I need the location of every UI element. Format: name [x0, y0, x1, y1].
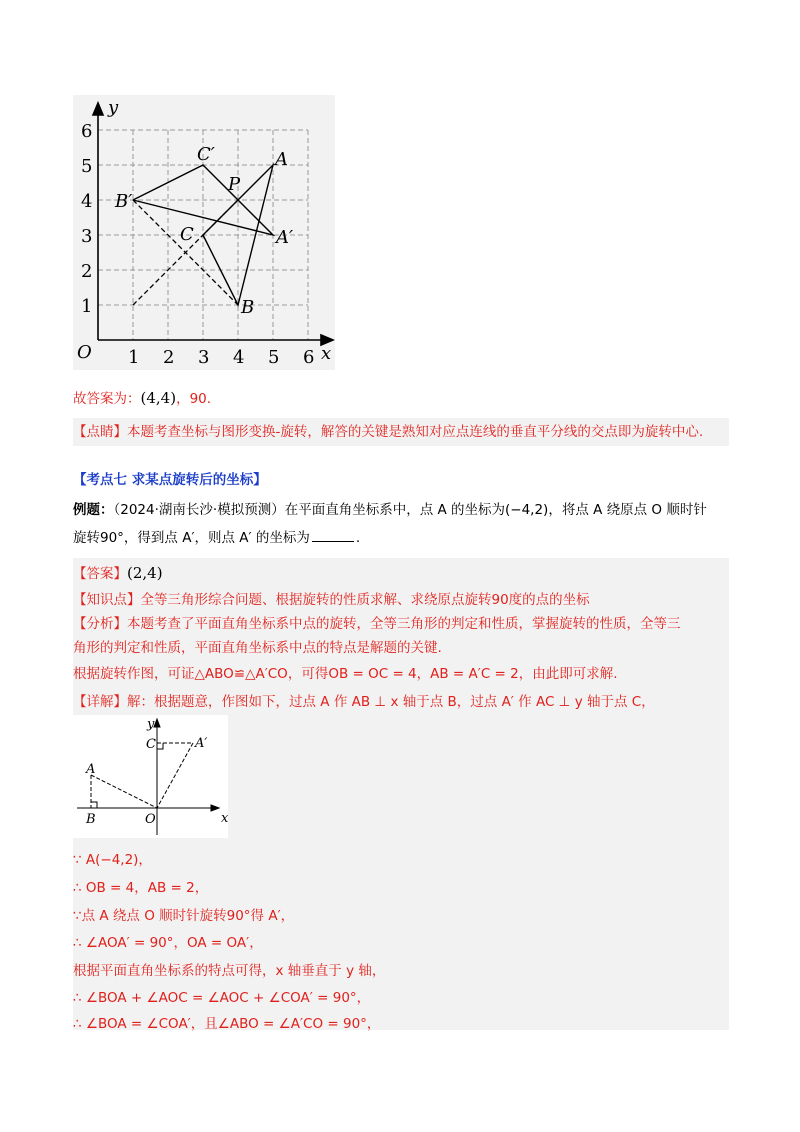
point-A-label: A	[86, 762, 96, 777]
step-6: ∴ ∠BOA + ∠AOC = ∠AOC + ∠COA′ = 90°，	[73, 990, 371, 1006]
answer-line	[73, 563, 163, 584]
previous-answer	[73, 388, 211, 409]
y-tick-3: 3	[81, 226, 93, 247]
y-label: y	[147, 717, 155, 732]
x-tick-3: 3	[198, 347, 210, 368]
answer-end: .	[206, 391, 212, 407]
analysis-line-2: 角形的判定和性质，平面直角坐标系中点的特点是解题的关键.	[73, 640, 442, 656]
point-C-label: C	[180, 224, 194, 245]
x-axis-label: x	[321, 343, 332, 364]
y-tick-2: 2	[81, 261, 93, 282]
example-line-2	[73, 528, 360, 548]
point-B-prime-label: B′	[115, 191, 133, 212]
example-label: 例题：	[73, 502, 114, 518]
y-tick-4: 4	[81, 191, 93, 212]
right-angle-marks	[91, 743, 163, 808]
x-tick-6: 6	[303, 347, 315, 368]
y-tick-1: 1	[81, 296, 93, 317]
answer-separator: ，	[176, 391, 190, 407]
dashed-lines	[91, 743, 193, 808]
answer-angle: 90	[189, 391, 207, 407]
answer-prefix: 故答案为：	[73, 391, 141, 407]
origin-label: O	[77, 342, 92, 363]
answer-label: 【答案】	[73, 566, 127, 582]
analysis-line-3: 根据旋转作图，可证△ABO≌△A′CO，可得OB = OC = 4，AB = A′C = 2，由此即可求解.	[73, 666, 618, 682]
point-P-label: P	[228, 174, 241, 195]
x-tick-4: 4	[233, 347, 245, 368]
point-A-prime-label: A′	[276, 227, 294, 248]
previous-comment: 【点睛】本题考查坐标与图形变换-旋转，解答的关键是熟知对应点连线的垂直平分线的交点即为旋转中心.	[73, 424, 704, 440]
x-label: x	[221, 811, 228, 826]
answer-blank	[312, 529, 354, 542]
x-tick-5: 5	[268, 347, 280, 368]
point-B-label: B	[86, 812, 96, 827]
x-axis-arrow	[211, 805, 219, 811]
y-axis-arrow	[154, 719, 160, 727]
step-5: 根据平面直角坐标系的特点可得，x 轴垂直于 y 轴，	[73, 963, 386, 979]
example-line-1	[73, 500, 707, 520]
y-tick-5: 5	[81, 156, 93, 177]
rotation-sketch	[73, 715, 228, 838]
example-text-2-end: .	[355, 530, 361, 546]
point-A-label: A	[275, 149, 288, 170]
y-axis-arrow	[93, 103, 103, 115]
knowledge-line: 【知识点】全等三角形综合问题、根据旋转的性质求解、求绕原点旋转90度的点的坐标	[73, 592, 590, 608]
y-tick-6: 6	[81, 121, 93, 142]
y-axis-label: y	[108, 97, 119, 118]
step-1: ∵ A(−4,2)，	[73, 852, 152, 868]
x-tick-1: 1	[128, 347, 140, 368]
origin-label: O	[145, 812, 156, 827]
x-tick-2: 2	[163, 347, 175, 368]
point-B-label: B	[241, 297, 255, 318]
step-7: ∴ ∠BOA = ∠COA′，且∠ABO = ∠A′CO = 90°，	[73, 1016, 381, 1032]
step-2: ∴ OB = 4，AB = 2，	[73, 880, 209, 896]
example-text-2: 旋转90°，得到点 A′，则点 A′ 的坐标为	[73, 530, 310, 546]
point-A-prime-label: A′	[195, 736, 208, 751]
detail-line: 【详解】解：根据题意，作图如下，过点 A 作 AB ⊥ x 轴于点 B，过点 A′ 作 AC ⊥ y 轴于点 C，	[73, 694, 655, 710]
point-C-label: C	[146, 737, 156, 752]
analysis-line-1: 【分析】本题考查了平面直角坐标系中点的旋转，全等三角形的判定和性质，掌握旋转的性质，全等三	[73, 616, 681, 632]
step-3: ∵点 A 绕点 O 顺时针旋转90°得 A′，	[73, 908, 295, 924]
answer-value: (2,4)	[127, 564, 163, 582]
answer-coordinate: (4,4)	[140, 389, 177, 407]
section-title: 【考点七 求某点旋转后的坐标】	[73, 472, 267, 488]
point-C-prime-label: C′	[197, 144, 215, 165]
rotation-graph	[73, 95, 335, 370]
example-text-1: （2024·湖南长沙·模拟预测）在平面直角坐标系中，点 A 的坐标为(−4,2)，将点 A 绕原点 O 顺时针	[113, 502, 707, 518]
step-4: ∴ ∠AOA′ = 90°，OA = OA′，	[73, 935, 263, 951]
